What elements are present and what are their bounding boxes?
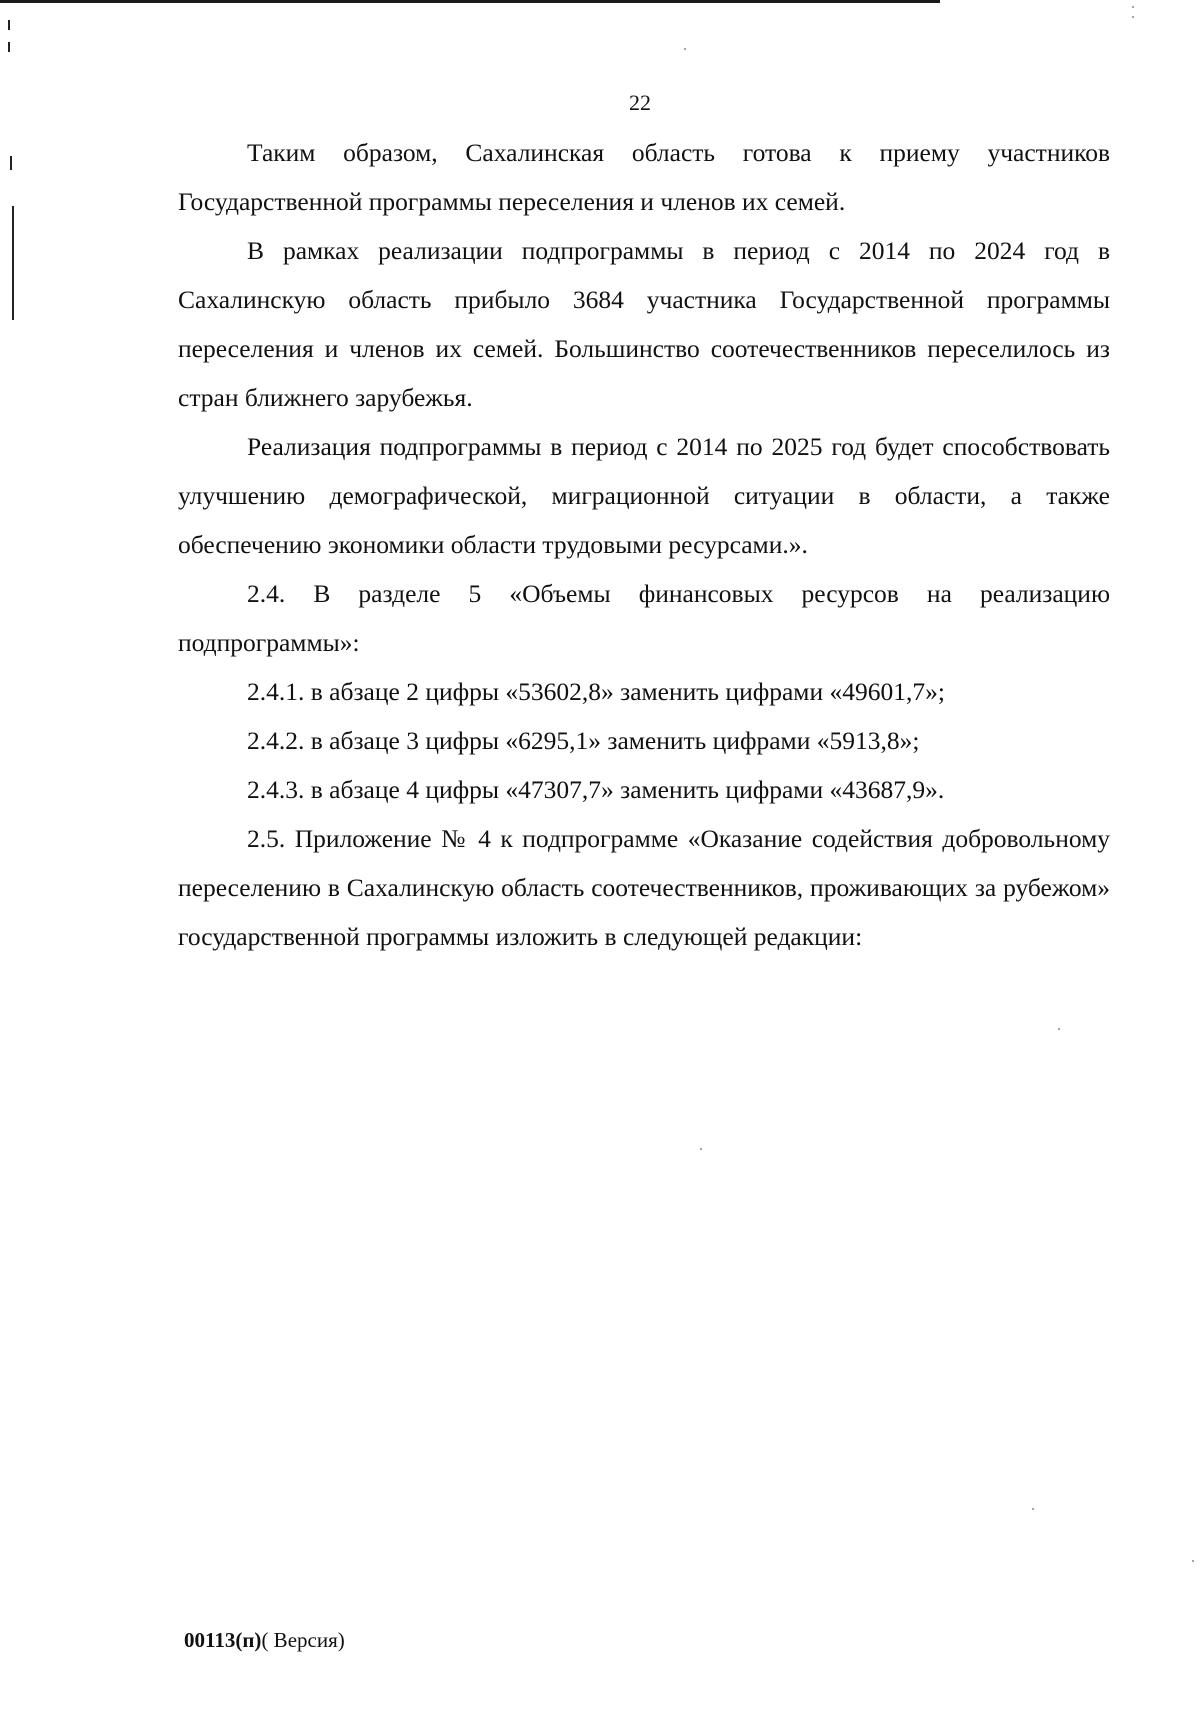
scan-speck (1032, 1508, 1034, 1510)
paragraph-item-2-4-2: 2.4.2. в абзаце 3 цифры «6295,1» заменить цифрами «5913,8»; (247, 726, 920, 755)
paragraph-item-2-4-3: 2.4.3. в абзаце 4 цифры «47307,7» заменить цифрами «43687,9». (247, 775, 945, 804)
top-scan-border (0, 0, 940, 3)
paragraph-implementation: Реализация подпрограммы в период с 2014 по 2025 год будет способствовать улучшению демографической, миграционной ситуации в области, а также обеспечению экономики области трудовыми ресурсами.». (178, 432, 1110, 559)
scan-mark (8, 20, 10, 30)
paragraph-participants: В рамках реализации подпрограммы в период с 2014 по 2024 год в Сахалинскую область прибыло 3684 участника Государственной программы переселения и членов их семей. Большинство соотечественников переселилось из стран ближнего зарубежья. (178, 236, 1110, 412)
scan-mark (8, 42, 10, 52)
scan-mark (10, 156, 12, 170)
paragraph-section-2-5: 2.5. Приложение № 4 к подпрограмме «Оказание содействия добровольному переселению в Сахалинскую область соотечественников, проживающих за рубежом» государственной программы изложить в следующей редакции: (178, 824, 1110, 951)
page-number: 22 (629, 90, 651, 115)
document-version: ( Версия) (261, 1628, 345, 1652)
document-body (178, 128, 1110, 961)
document-footer (184, 1628, 345, 1653)
scan-margin-marks (0, 0, 30, 1712)
scan-speck (700, 1148, 702, 1150)
paragraph-section-2-4: 2.4. В разделе 5 «Объемы финансовых ресурсов на реализацию подпрограммы»: (178, 579, 1110, 657)
scan-speck (1132, 6, 1134, 8)
paragraph-conclusion: Таким образом, Сахалинская область готова к приему участников Государственной программы переселения и членов их семей. (178, 138, 1110, 216)
scan-speck (1058, 1028, 1060, 1030)
scan-speck (684, 48, 686, 50)
scan-mark (12, 206, 14, 320)
document-code: 00113(п) (184, 1628, 262, 1652)
scan-speck (1132, 16, 1134, 18)
scan-speck (1192, 1560, 1194, 1562)
paragraph-item-2-4-1: 2.4.1. в абзаце 2 цифры «53602,8» заменить цифрами «49601,7»; (247, 677, 945, 706)
